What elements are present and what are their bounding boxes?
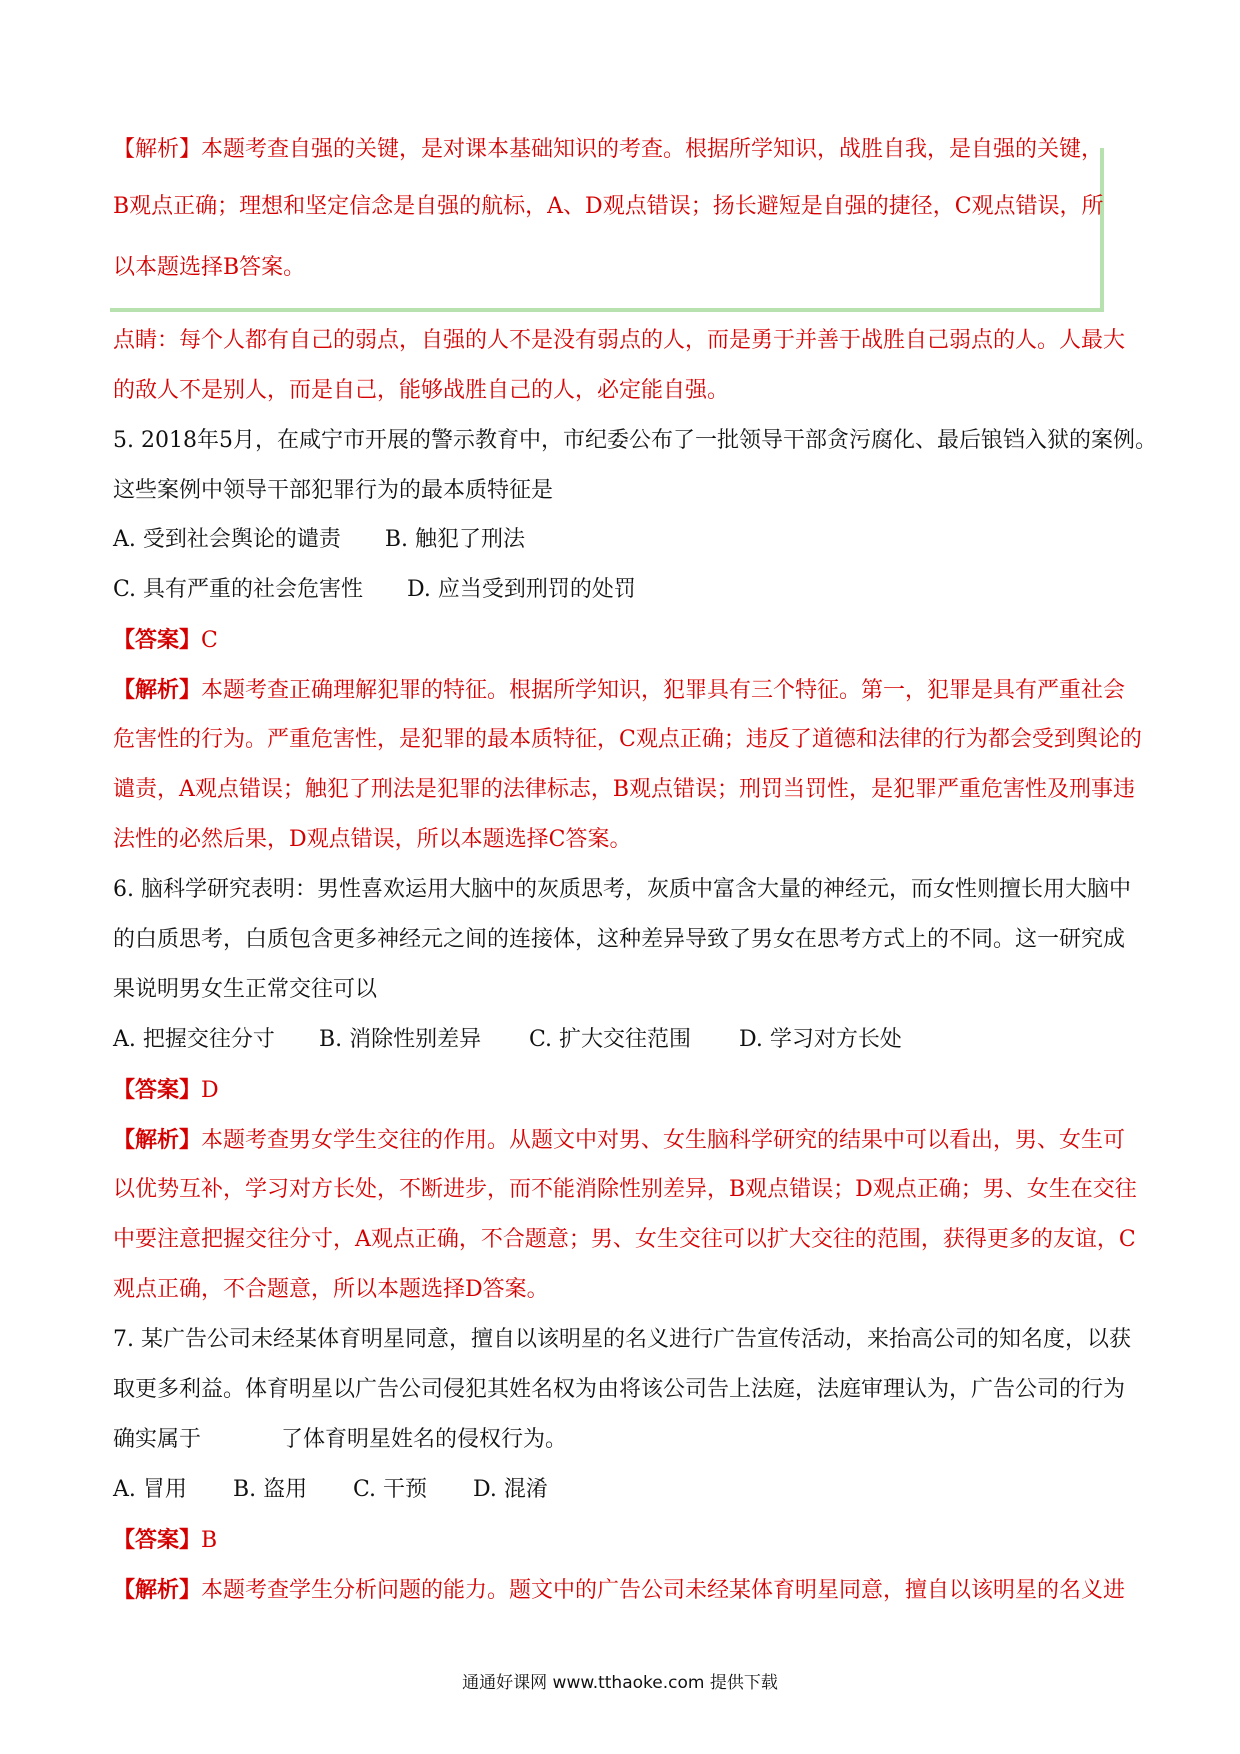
analysis-box-line: 【解析】本题考查自强的关键，是对课本基础知识的考查。根据所学知识，战胜自我，是自强的关键， bbox=[113, 137, 1104, 162]
answer-tag: 【答案】 bbox=[113, 627, 202, 653]
analysis-text: 本题考查学生分析问题的能力。题文中的广告公司未经某体育明星同意，擅自以该明星的名义进 bbox=[201, 1578, 1126, 1603]
option-a: A. 把握交往分寸 bbox=[113, 1027, 275, 1052]
analysis-box-line: 以本题选择B答案。 bbox=[113, 255, 306, 280]
option-c: C. 干预 bbox=[353, 1477, 428, 1502]
option-d: D. 混淆 bbox=[473, 1477, 548, 1502]
analysis-text: 本题考查正确理解犯罪的特征。根据所学知识，犯罪具有三个特征。第一，犯罪是具有严重社会 bbox=[201, 678, 1126, 703]
analysis-line: 谴责，A观点错误；触犯了刑法是犯罪的法律标志，B观点错误；刑罚当罚性，是犯罪严重危害性及刑事违 bbox=[113, 777, 1136, 802]
analysis-line: 中要注意把握交往分寸，A观点正确，不合题意；男、女生交往可以扩大交往的范围，获得更多的友谊，C bbox=[113, 1227, 1136, 1252]
option-b: B. 触犯了刑法 bbox=[384, 527, 526, 552]
option-b: B. 盗用 bbox=[233, 1477, 308, 1502]
question-stem: 6. 脑科学研究表明：男性喜欢运用大脑中的灰质思考，灰质中富含大量的神经元，而女性则擅长用大脑中 bbox=[113, 877, 1131, 902]
analysis-box-line: B观点正确；理想和坚定信念是自强的航标，A、D观点错误；扬长避短是自强的捷径，C观点错误，所 bbox=[113, 194, 1104, 219]
answer-value: B bbox=[201, 1528, 218, 1553]
tip-line: 点睛：每个人都有自己的弱点，自强的人不是没有弱点的人，而是勇于并善于战胜自己弱点的人。人最大 bbox=[113, 328, 1126, 353]
option-a: A. 冒用 bbox=[113, 1477, 187, 1502]
analysis-line bbox=[113, 676, 1125, 705]
option-a: A. 受到社会舆论的谴责 bbox=[113, 527, 341, 552]
answer-value: D bbox=[201, 1078, 219, 1103]
option-d: D. 应当受到刑罚的处罚 bbox=[407, 577, 636, 602]
analysis-tag: 【解析】 bbox=[113, 677, 202, 703]
question-stem: 取更多利益。体育明星以广告公司侵犯其姓名权为由将该公司告上法庭，法庭审理认为，广告公司的行为 bbox=[113, 1377, 1126, 1402]
tip-line: 的敌人不是别人，而是自己，能够战胜自己的人，必定能自强。 bbox=[113, 378, 730, 403]
answer-line bbox=[113, 1526, 217, 1555]
answer-line bbox=[113, 1076, 219, 1105]
question-stem-with-blank bbox=[113, 1426, 567, 1454]
analysis-line: 观点正确，不合题意，所以本题选择D答案。 bbox=[113, 1277, 549, 1302]
option-b: B. 消除性别差异 bbox=[319, 1027, 482, 1052]
analysis-line bbox=[113, 1576, 1125, 1605]
question-stem: 果说明男女生正常交往可以 bbox=[113, 977, 378, 1002]
answer-tag: 【答案】 bbox=[113, 1077, 202, 1103]
question-stem: 7. 某广告公司未经某体育明星同意，擅自以该明星的名义进行广告宣传活动，来抬高公司的知名度，以获 bbox=[113, 1327, 1131, 1352]
option-row bbox=[113, 526, 525, 554]
stem-before-blank: 确实属于 bbox=[113, 1427, 202, 1452]
stem-after-blank: 了体育明星姓名的侵权行为。 bbox=[281, 1427, 568, 1452]
option-d: D. 学习对方长处 bbox=[739, 1027, 902, 1052]
analysis-text: 本题考查男女学生交往的作用。从题文中对男、女生脑科学研究的结果中可以看出，男、女生可 bbox=[201, 1128, 1126, 1153]
analysis-tag: 【解析】 bbox=[113, 1127, 202, 1153]
option-row bbox=[113, 1026, 902, 1054]
analysis-line: 以优势互补，学习对方长处，不断进步，而不能消除性别差异，B观点错误；D观点正确；男、女生在交往 bbox=[113, 1177, 1137, 1202]
analysis-box bbox=[110, 137, 1104, 312]
answer-tag: 【答案】 bbox=[113, 1527, 202, 1553]
question-stem: 这些案例中领导干部犯罪行为的最本质特征是 bbox=[113, 478, 554, 503]
page-footer: 通通好课网 www.tthaoke.com 提供下载 bbox=[462, 1673, 778, 1693]
analysis-line bbox=[113, 1126, 1125, 1155]
option-row bbox=[113, 1476, 548, 1504]
question-stem: 的白质思考，白质包含更多神经元之间的连接体，这种差异导致了男女在思考方式上的不同。这一研究成 bbox=[113, 927, 1126, 952]
option-c: C. 具有严重的社会危害性 bbox=[113, 577, 364, 602]
question-stem: 5. 2018年5月，在咸宁市开展的警示教育中，市纪委公布了一批领导干部贪污腐化、最后锒铛入狱的案例。 bbox=[113, 428, 1157, 453]
answer-value: C bbox=[201, 628, 218, 653]
analysis-tag: 【解析】 bbox=[113, 1577, 202, 1603]
answer-line bbox=[113, 626, 218, 655]
analysis-line: 法性的必然后果，D观点错误，所以本题选择C答案。 bbox=[113, 827, 632, 852]
analysis-line: 危害性的行为。严重危害性，是犯罪的最本质特征，C观点正确；违反了道德和法律的行为都会受到舆论的 bbox=[113, 727, 1142, 752]
option-row bbox=[113, 576, 636, 604]
option-c: C. 扩大交往范围 bbox=[529, 1027, 692, 1052]
